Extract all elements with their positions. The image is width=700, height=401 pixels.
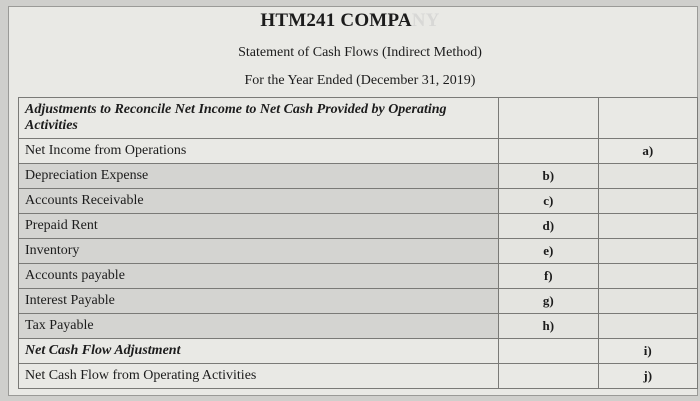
row-col2	[598, 264, 697, 289]
row-label: Net Cash Flow Adjustment	[19, 339, 499, 364]
company-title: HTM241 COMPANY	[260, 10, 440, 31]
row-label: Inventory	[19, 239, 499, 264]
row-col1	[499, 139, 598, 164]
adjustments-header: Adjustments to Reconcile Net Income to Net Cash Provided by Operating Activities	[19, 98, 499, 139]
table-row	[19, 364, 698, 389]
row-col1	[499, 339, 598, 364]
row-col1: c)	[499, 189, 598, 214]
table-row	[19, 239, 698, 264]
row-col1: d)	[499, 214, 598, 239]
row-label: Prepaid Rent	[19, 214, 499, 239]
row-col2	[598, 289, 697, 314]
table-row	[19, 189, 698, 214]
row-col1: e)	[499, 239, 598, 264]
row-label: Interest Payable	[19, 289, 499, 314]
table-row	[19, 289, 698, 314]
row-label: Net Cash Flow from Operating Activities	[19, 364, 499, 389]
row-col2: i)	[598, 339, 697, 364]
row-col1: f)	[499, 264, 598, 289]
row-col2: j)	[598, 364, 697, 389]
row-col2	[598, 189, 697, 214]
row-col1	[499, 364, 598, 389]
statement-title: Statement of Cash Flows (Indirect Method)	[238, 45, 482, 60]
table-row	[19, 314, 698, 339]
row-col2	[598, 239, 697, 264]
cash-flow-table	[18, 97, 698, 389]
statement-period: For the Year Ended (December 31, 2019)	[244, 73, 476, 88]
row-col2	[598, 314, 697, 339]
table-row	[19, 139, 698, 164]
row-col1: b)	[499, 164, 598, 189]
table-row	[19, 214, 698, 239]
table-row	[19, 164, 698, 189]
row-col2	[598, 164, 697, 189]
row-col2: a)	[598, 139, 697, 164]
row-label: Depreciation Expense	[19, 164, 499, 189]
header-col2-cell	[598, 98, 697, 139]
row-col1: g)	[499, 289, 598, 314]
row-col1: h)	[499, 314, 598, 339]
row-label: Net Income from Operations	[19, 139, 499, 164]
table-header-row	[19, 98, 698, 139]
header-col1-cell	[499, 98, 598, 139]
row-label: Accounts Receivable	[19, 189, 499, 214]
row-label: Accounts payable	[19, 264, 499, 289]
row-col2	[598, 214, 697, 239]
row-label: Tax Payable	[19, 314, 499, 339]
table-row	[19, 264, 698, 289]
obscured-title-letters: NY	[411, 10, 440, 31]
table-row	[19, 339, 698, 364]
